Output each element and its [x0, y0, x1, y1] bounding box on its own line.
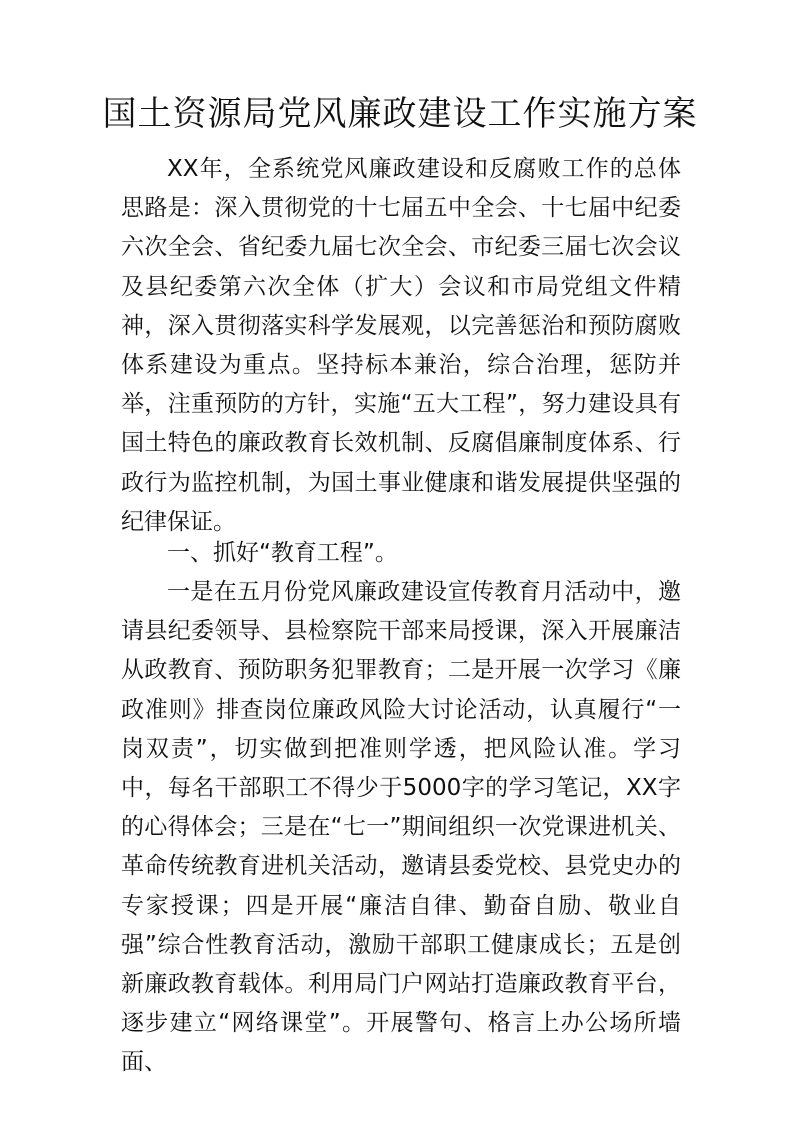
intro-block — [121, 150, 681, 542]
intro-paragraph: XX年，全系统党风廉政建设和反腐败工作的总体思路是：深入贯彻党的十七届五中全会、十七届中纪委六次全会、省纪委九届七次全会、市纪委三届七次会议及县纪委第六次全体（扩大）会议和市局党组文件精神，深入贯彻落实科学发展观，以完善惩治和预防腐败体系建设为重点。坚持标本兼治，综合治理，惩防并举，注重预防的方针，实施“五大工程”，努力建设具有国土特色的廉政教育长效机制、反腐倡廉制度体系、行政行为监控机制，为国土事业健康和谐发展提供坚强的纪律保证。 — [121, 156, 681, 535]
section-heading-block — [121, 534, 681, 573]
section-heading: 一、抓好“教育工程”。 — [167, 540, 398, 566]
detail-block — [121, 573, 681, 1083]
document-title: 国土资源局党风廉政建设工作实施方案 — [102, 94, 698, 134]
detail-paragraph: 一是在五月份党风廉政建设宣传教育月活动中，邀请县纪委领导、县检察院干部来局授课，深入开展廉洁从政教育、预防职务犯罪教育；二是开展一次学习《廉政准则》排查岗位廉政风险大讨论活动，认真履行“一岗双责”，切实做到把准则学透，把风险认准。学习中，每名干部职工不得少于5000字的学习笔记，XX字的心得体会；三是在“七一”期间组织一次党课进机关、革命传统教育进机关活动，邀请县委党校、县党史办的专家授课；四是开展“廉洁自律、勤奋自励、敬业自强”综合性教育活动，激励干部职工健康成长；五是创新廉政教育载体。利用局门户网站打造廉政教育平台，逐步建立“网络课堂”。开展警句、格言上办公场所墙面、 — [121, 579, 681, 1076]
